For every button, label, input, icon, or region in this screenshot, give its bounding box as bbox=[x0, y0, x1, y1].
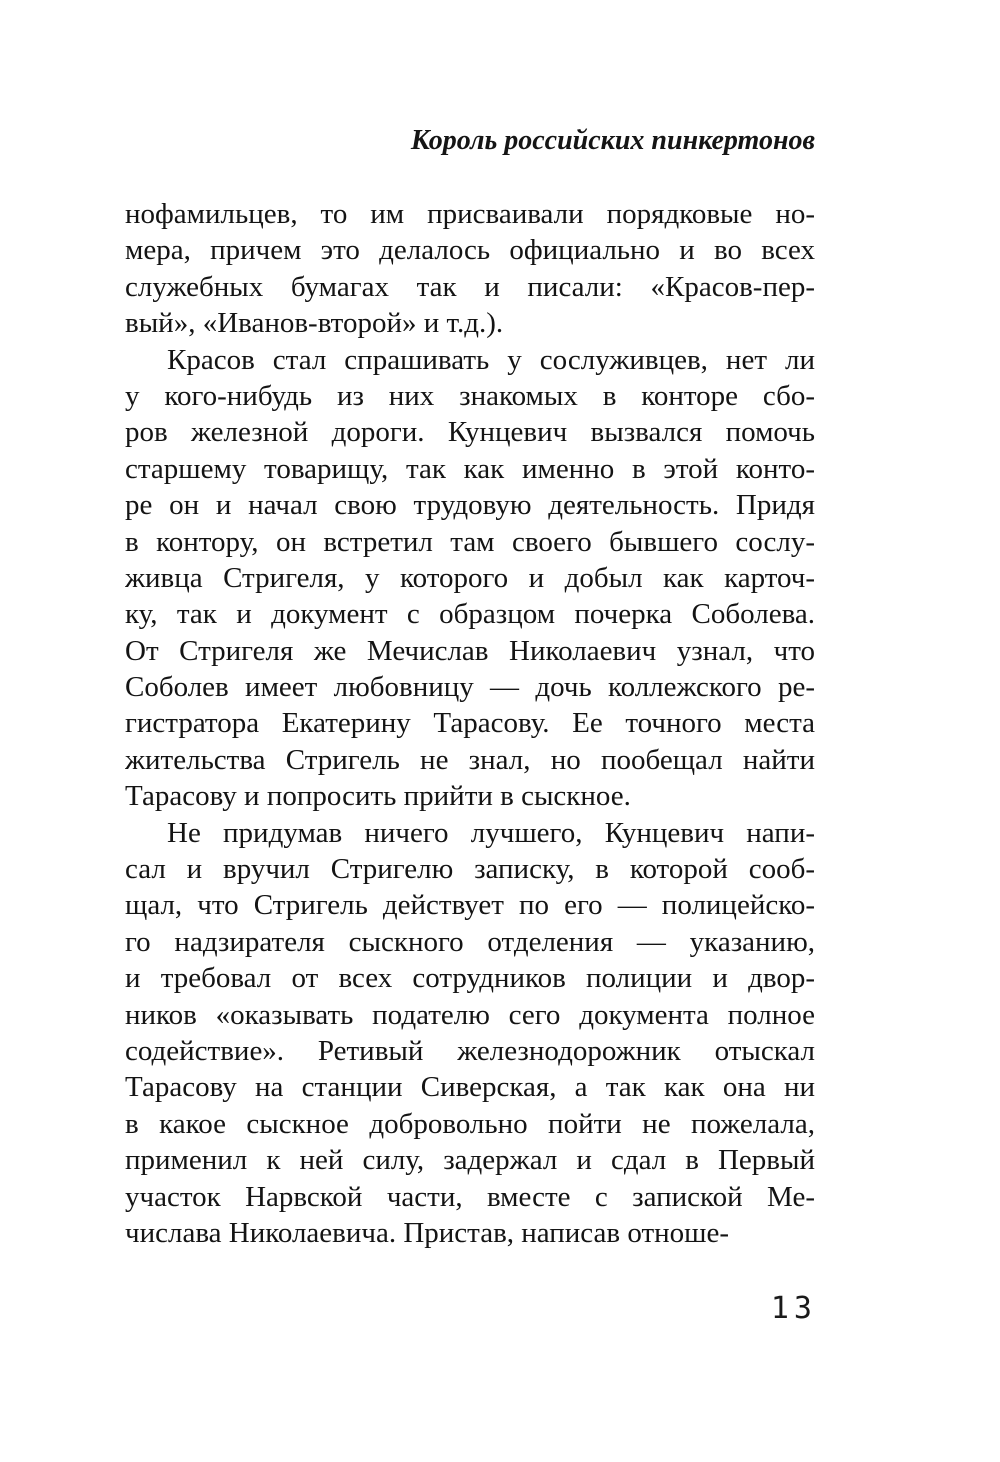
paragraph bbox=[125, 196, 815, 342]
text-line: Тарасову и попросить прийти в сыскное. bbox=[125, 780, 631, 813]
text-line: вый», «Иванов-второй» и т.д.). bbox=[125, 307, 504, 340]
page-number: 13 bbox=[770, 1291, 817, 1326]
text-line: го надзирателя сыскного отделения — указанию, bbox=[125, 925, 815, 958]
text-line: мера, причем это делалось официально и во всех bbox=[125, 234, 815, 267]
text-line: применил к ней силу, задержал и сдал в Первый bbox=[125, 1144, 815, 1177]
page-body bbox=[125, 196, 815, 1251]
text-line: От Стригеля же Мечислав Николаевич узнал, что bbox=[125, 634, 815, 667]
text-line: гистратора Екатерину Тарасову. Ее точного места bbox=[125, 707, 815, 740]
text-line: и требовал от всех сотрудников полиции и двор- bbox=[125, 962, 815, 995]
text-line: числава Николаевича. Пристав, написав отноше- bbox=[125, 1216, 730, 1249]
text-line: ку, так и документ с образцом почерка Соболева. bbox=[125, 598, 815, 631]
paragraph bbox=[125, 342, 815, 815]
text-line: Соболев имеет любовницу — дочь коллежского ре- bbox=[125, 671, 815, 704]
text-line: Не придумав ничего лучшего, Кунцевич напи- bbox=[167, 816, 815, 849]
text-line: ров железной дороги. Кунцевич вызвался помочь bbox=[125, 416, 815, 449]
text-line: Красов стал спрашивать у сослуживцев, нет ли bbox=[167, 343, 815, 376]
text-line: у кого-нибудь из них знакомых в конторе сбо- bbox=[125, 379, 815, 412]
text-line: ников «оказывать подателю сего документа полное bbox=[125, 998, 815, 1031]
text-line: щал, что Стригель действует по его — полицейско- bbox=[125, 889, 815, 922]
text-line: в какое сыскное добровольно пойти не пожелала, bbox=[125, 1107, 815, 1140]
text-line: старшему товарищу, так как именно в этой конто- bbox=[125, 452, 815, 485]
text-line: нофамильцев, то им присваивали порядковые но- bbox=[125, 198, 815, 230]
paragraph bbox=[125, 815, 815, 1252]
running-head: Король российских пинкертонов bbox=[410, 125, 815, 156]
text-line: живца Стригеля, у которого и добыл как карточ- bbox=[125, 561, 815, 594]
text-line: жительства Стригель не знал, но пообещал найти bbox=[125, 743, 815, 776]
text-line: ре он и начал свою трудовую деятельность. Придя bbox=[125, 489, 815, 522]
text-line: Тарасову на станции Сиверская, а так как она ни bbox=[125, 1071, 815, 1104]
text-line: в контору, он встретил там своего бывшего сослу- bbox=[125, 525, 815, 558]
text-line: участок Нарвской части, вместе с запиской Ме- bbox=[125, 1180, 815, 1213]
text-line: служебных бумагах так и писали: «Красов-пер- bbox=[125, 270, 815, 303]
text-line: содействие». Ретивый железнодорожник отыскал bbox=[125, 1034, 815, 1067]
text-line: сал и вручил Стригелю записку, в которой сооб- bbox=[125, 853, 815, 886]
